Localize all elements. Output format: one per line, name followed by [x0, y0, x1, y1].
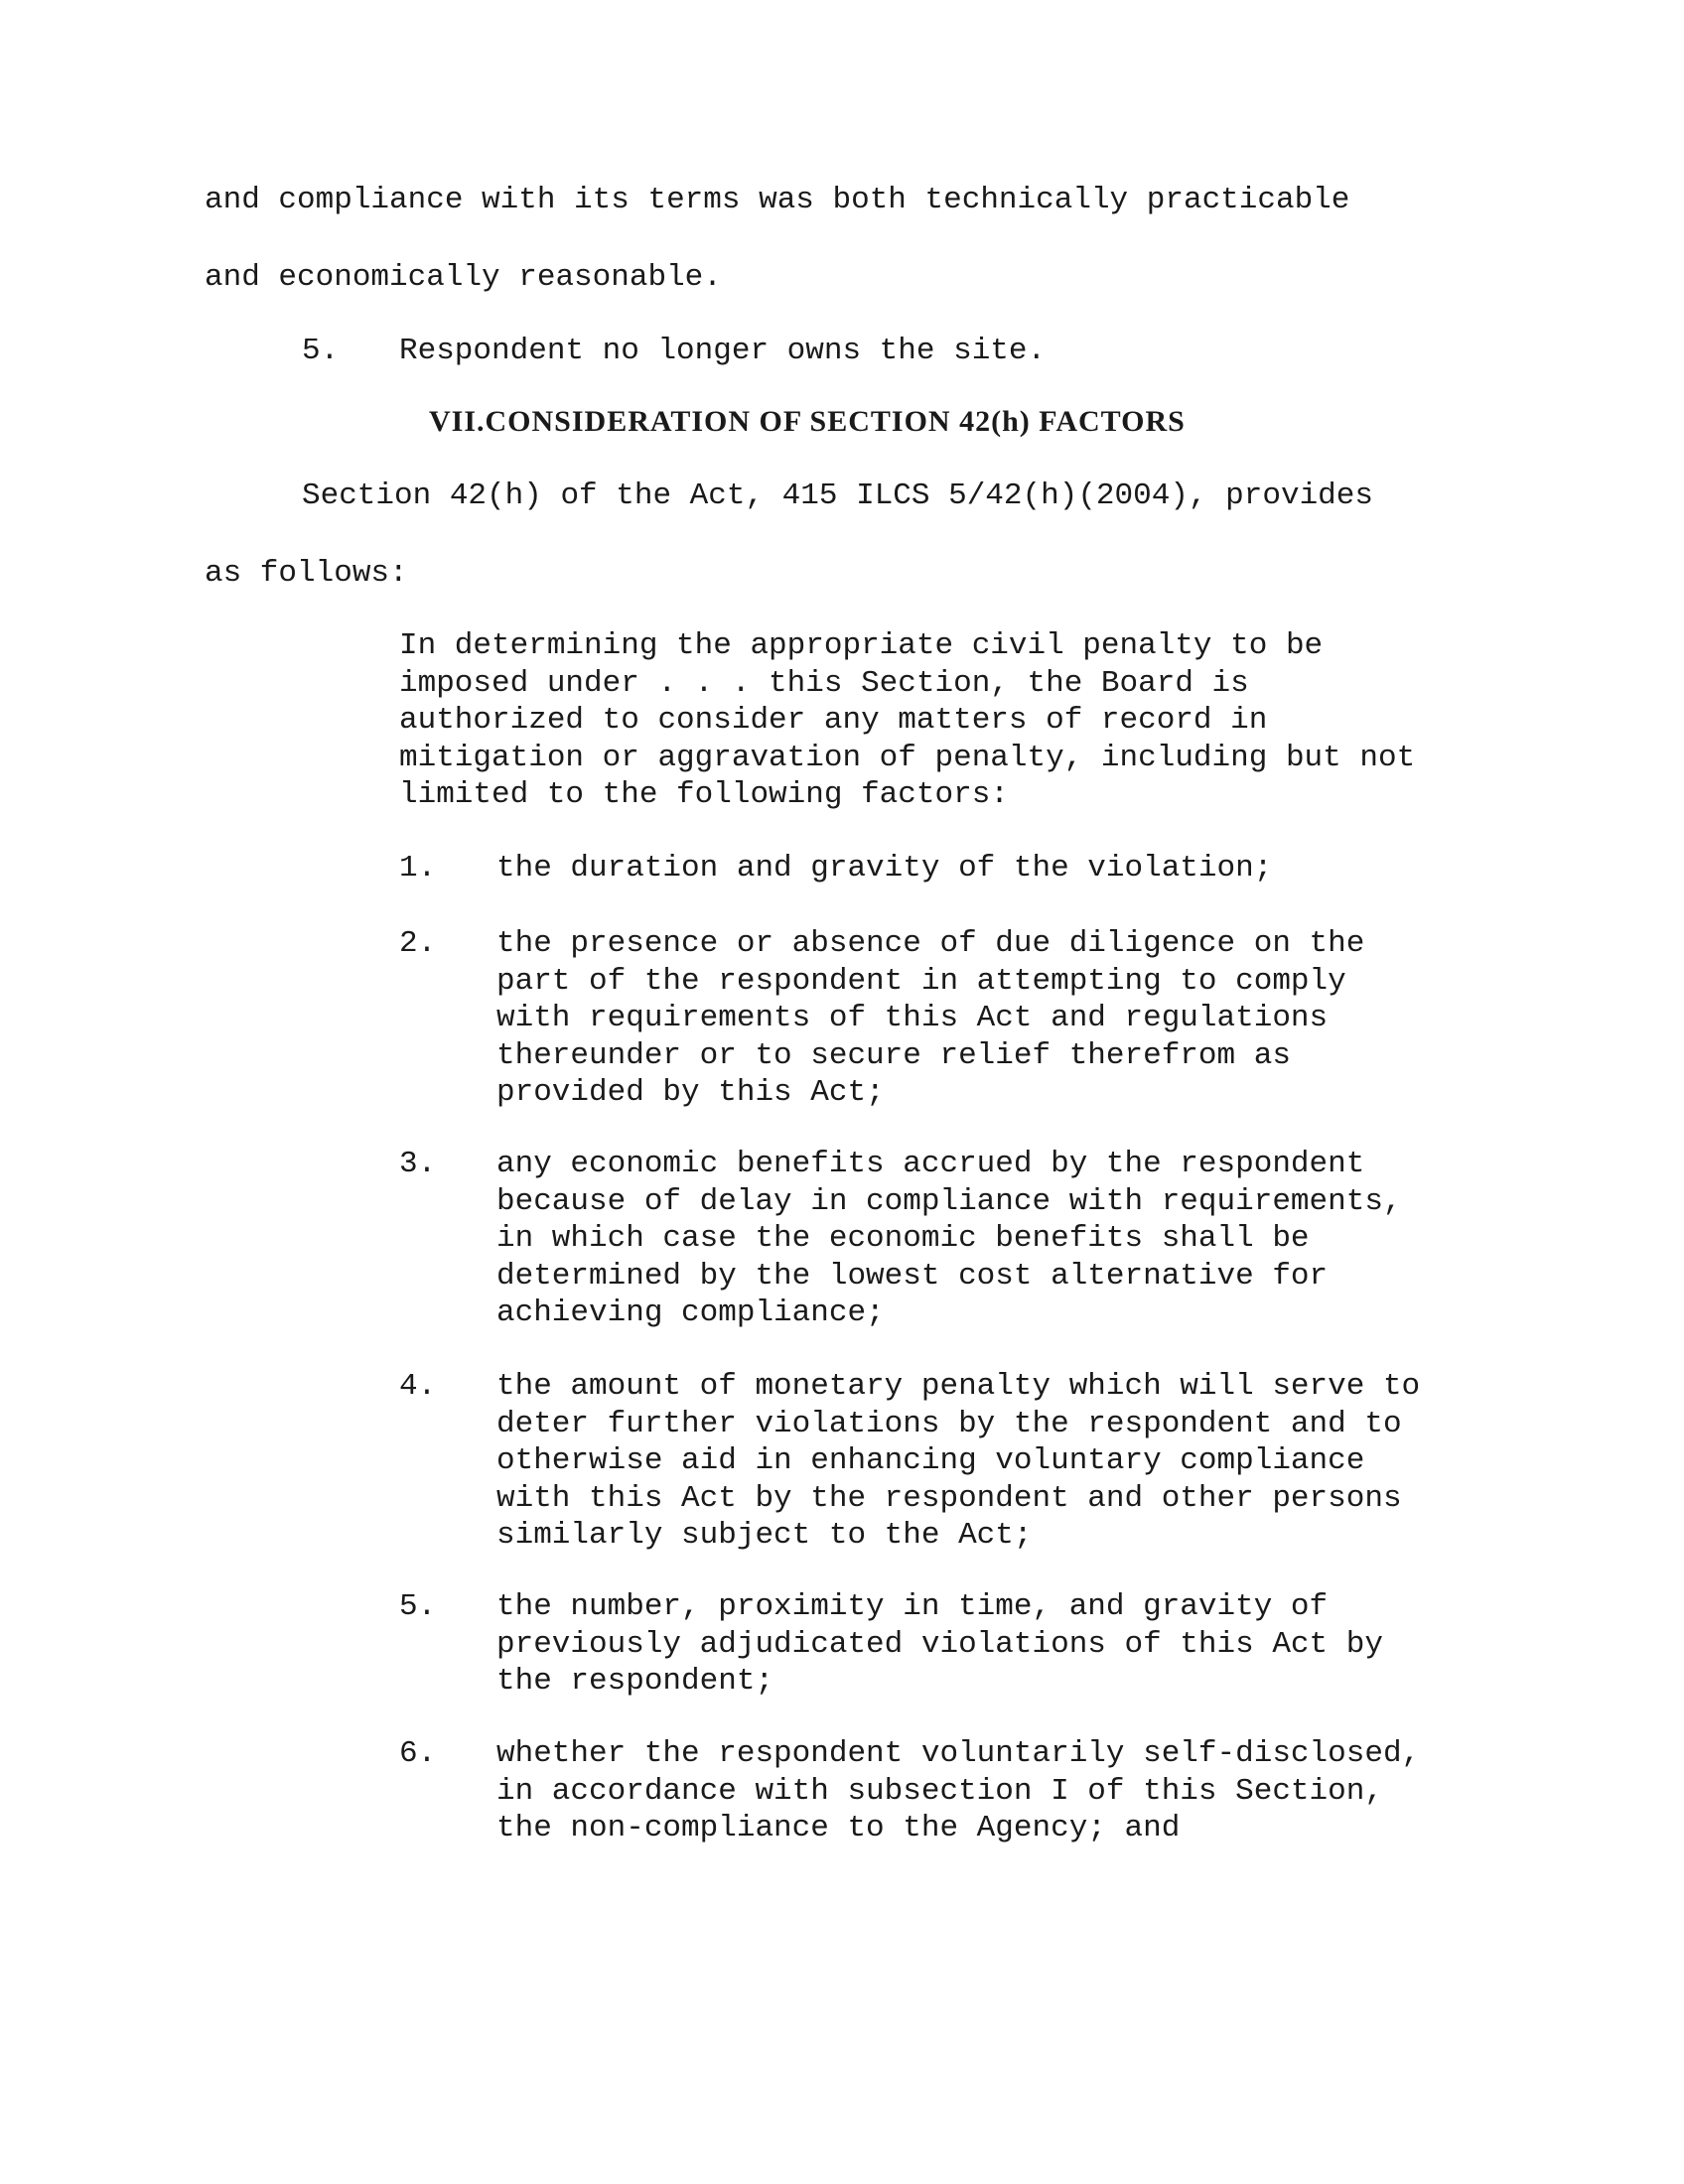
factor-text: the presence or absence of due diligence on the part of the respondent in attempting to comply with requirements of this Act and regulations thereunder or to secure relief therefrom as provided by this Act; — [496, 926, 1365, 1111]
intro-line: Section 42(h) of the Act, 415 ILCS 5/42(h)(2004), provides — [302, 478, 1373, 513]
factor-number: 1. — [399, 851, 437, 886]
finding-number: 5. — [302, 334, 340, 368]
paragraph-line: and compliance with its terms was both technically practicable — [205, 183, 1350, 217]
section-heading-text: VII.CONSIDERATION OF SECTION 42(h) FACTORS — [429, 405, 1186, 438]
factor-text: whether the respondent voluntarily self-disclosed, in accordance with subsection I of this Section, the non-compliance to the Agency; and — [496, 1736, 1421, 1846]
factor-number: 3. — [399, 1147, 437, 1181]
paragraph-line: and economically reasonable. — [205, 260, 722, 295]
factor-text: any economic benefits accrued by the respondent because of delay in compliance with requirements, in which case the economic benefits shall be determined by the lowest cost alternative for achieving compliance; — [496, 1147, 1402, 1331]
factor-number: 6. — [399, 1736, 437, 1771]
statute-quote: In determining the appropriate civil penalty to be imposed under . . . this Section, the Board is authorized to consider any matters of record in mitigation or aggravation of penalty, including but not limited to the following factors: — [399, 628, 1416, 813]
factor-text: the amount of monetary penalty which will serve to deter further violations by the respondent and to otherwise aid in enhancing voluntary compliance with this Act by the respondent and other persons similarly subject to the Act; — [496, 1369, 1421, 1554]
factor-number: 4. — [399, 1369, 437, 1404]
intro-line: as follows: — [205, 556, 408, 591]
factor-number: 2. — [399, 926, 437, 961]
factor-text: the duration and gravity of the violation; — [496, 851, 1273, 886]
factor-text: the number, proximity in time, and gravity of previously adjudicated violations of this Act by the respondent; — [496, 1589, 1383, 1700]
finding-text: Respondent no longer owns the site. — [399, 334, 1047, 368]
factor-number: 5. — [399, 1589, 437, 1624]
